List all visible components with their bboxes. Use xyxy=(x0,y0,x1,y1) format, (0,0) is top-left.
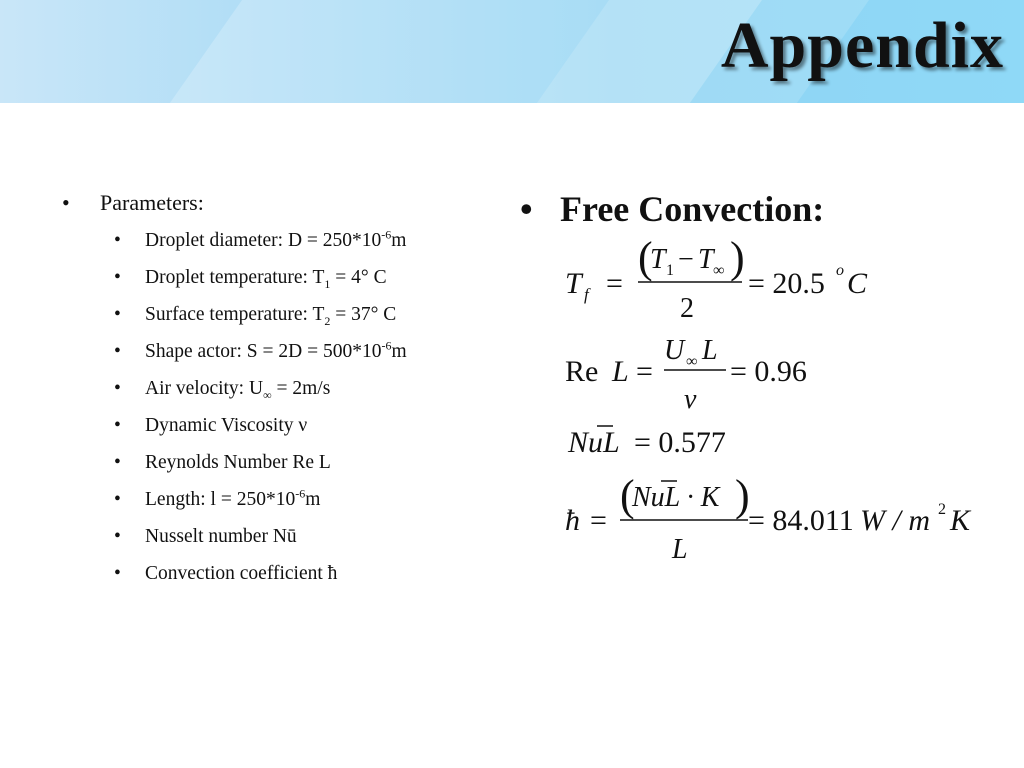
param-text xyxy=(145,338,407,363)
equation-convection-coefficient xyxy=(565,471,972,565)
equations xyxy=(560,230,1000,570)
list-item xyxy=(114,378,502,415)
param-text: Reynolds Number Re L xyxy=(145,452,331,473)
param-subscript: 2 xyxy=(324,313,331,328)
eq1-paren-open: ( xyxy=(638,233,653,282)
param-text-part: Air velocity: U xyxy=(145,378,264,399)
eq1-num-t1-sub: 1 xyxy=(666,262,674,279)
param-text xyxy=(145,304,396,326)
param-text-part: Surface temperature: T xyxy=(145,304,325,325)
param-text-part: = 4° C xyxy=(330,267,387,288)
list-item xyxy=(114,338,502,378)
eq1-lhs-sub: f xyxy=(584,285,589,304)
param-text xyxy=(145,227,407,252)
param-text xyxy=(145,378,330,400)
param-superscript: -6 xyxy=(295,486,306,501)
free-convection-heading: Free Convection: xyxy=(560,189,825,229)
param-subscript: 1 xyxy=(324,276,331,291)
eq1-result-sup: o xyxy=(836,262,844,279)
param-text: Convection coefficient ħ xyxy=(145,563,338,584)
param-text xyxy=(145,486,321,511)
eq1-lhs: T xyxy=(565,267,582,300)
param-text: Nusselt number Nū xyxy=(145,526,297,547)
eq1-num-tinf-sub: ∞ xyxy=(713,262,725,279)
eq1-unit: C xyxy=(847,267,868,300)
eq4-unit-k: K xyxy=(950,504,971,537)
bullet-icon: • xyxy=(114,526,121,547)
eq2-num-u: U xyxy=(664,335,685,366)
eq2-result: = 0.96 xyxy=(730,355,807,388)
list-item xyxy=(114,415,502,452)
param-text-part: Droplet diameter: D = 250*10 xyxy=(145,230,382,251)
eq4-result: = 84.011 xyxy=(748,504,854,537)
eq1-num-tinf: T xyxy=(698,244,714,275)
bullet-icon: • xyxy=(114,452,121,473)
eq1-equals: = xyxy=(606,267,623,300)
param-superscript: -6 xyxy=(381,227,392,242)
bullet-icon: • xyxy=(114,563,121,584)
eq4-paren-close: ) xyxy=(735,471,750,520)
param-text-part: m xyxy=(391,341,407,362)
bullet-icon: • xyxy=(62,190,70,215)
free-convection-heading-item xyxy=(520,188,824,230)
bullet-icon: • xyxy=(114,415,121,436)
eq3-result: = 0.577 xyxy=(634,426,726,459)
bullet-icon: • xyxy=(114,267,121,288)
param-text-part: = 2m/s xyxy=(271,378,331,399)
list-item xyxy=(114,486,502,526)
eq2-num-inf: ∞ xyxy=(686,353,698,370)
eq4-num: NuL · K xyxy=(632,482,720,513)
bullet-icon: • xyxy=(520,189,533,229)
parameters-sublist xyxy=(114,227,502,600)
eq4-lhs: ħ xyxy=(565,504,580,537)
param-text-part: m xyxy=(305,489,321,510)
list-item xyxy=(114,452,502,489)
bullet-icon: • xyxy=(114,230,121,251)
param-text: Dynamic Viscosity ν xyxy=(145,415,308,436)
eq2-lhs-l: L xyxy=(612,355,629,388)
eq3-lhs: NuL xyxy=(568,426,620,459)
parameters-list xyxy=(62,190,502,600)
eq1-den: 2 xyxy=(680,293,694,324)
param-text-part: m xyxy=(391,230,407,251)
param-text xyxy=(145,267,387,289)
param-subscript: ∞ xyxy=(263,387,272,402)
param-text-part: Length: l = 250*10 xyxy=(145,489,296,510)
equation-film-temperature xyxy=(565,233,868,324)
eq4-unit-sup: 2 xyxy=(938,501,946,518)
list-item xyxy=(114,267,502,304)
eq4-unit: W / m xyxy=(860,504,930,537)
list-item xyxy=(114,563,502,600)
slide-title: Appendix xyxy=(720,9,1004,82)
param-text-part: Shape actor: S = 2D = 500*10 xyxy=(145,341,382,362)
bullet-icon: • xyxy=(114,489,121,510)
eq4-equals: = xyxy=(590,504,607,537)
list-item xyxy=(114,526,502,563)
list-item xyxy=(114,227,502,267)
parameters-heading: Parameters: xyxy=(100,190,204,215)
bullet-icon: • xyxy=(114,378,121,399)
eq1-paren-close: ) xyxy=(730,233,745,282)
eq2-lhs-re: Re xyxy=(565,355,599,388)
parameters-heading-item xyxy=(62,190,502,230)
param-superscript: -6 xyxy=(381,338,392,353)
eq1-num-minus: − xyxy=(678,244,694,275)
eq1-result: = 20.5 xyxy=(748,267,825,300)
list-item xyxy=(114,304,502,341)
equation-nusselt xyxy=(567,426,726,459)
eq2-num-l: L xyxy=(702,335,718,366)
eq4-paren-open: ( xyxy=(620,471,635,520)
param-text-part: = 37° C xyxy=(330,304,397,325)
bullet-icon: • xyxy=(114,341,121,362)
eq4-den: L xyxy=(672,534,688,565)
eq2-equals: = xyxy=(636,355,653,388)
eq2-den: ν xyxy=(684,384,697,415)
equation-reynolds xyxy=(565,335,807,415)
eq1-num-t1: T xyxy=(650,244,666,275)
bullet-icon: • xyxy=(114,304,121,325)
param-text-part: Droplet temperature: T xyxy=(145,267,325,288)
